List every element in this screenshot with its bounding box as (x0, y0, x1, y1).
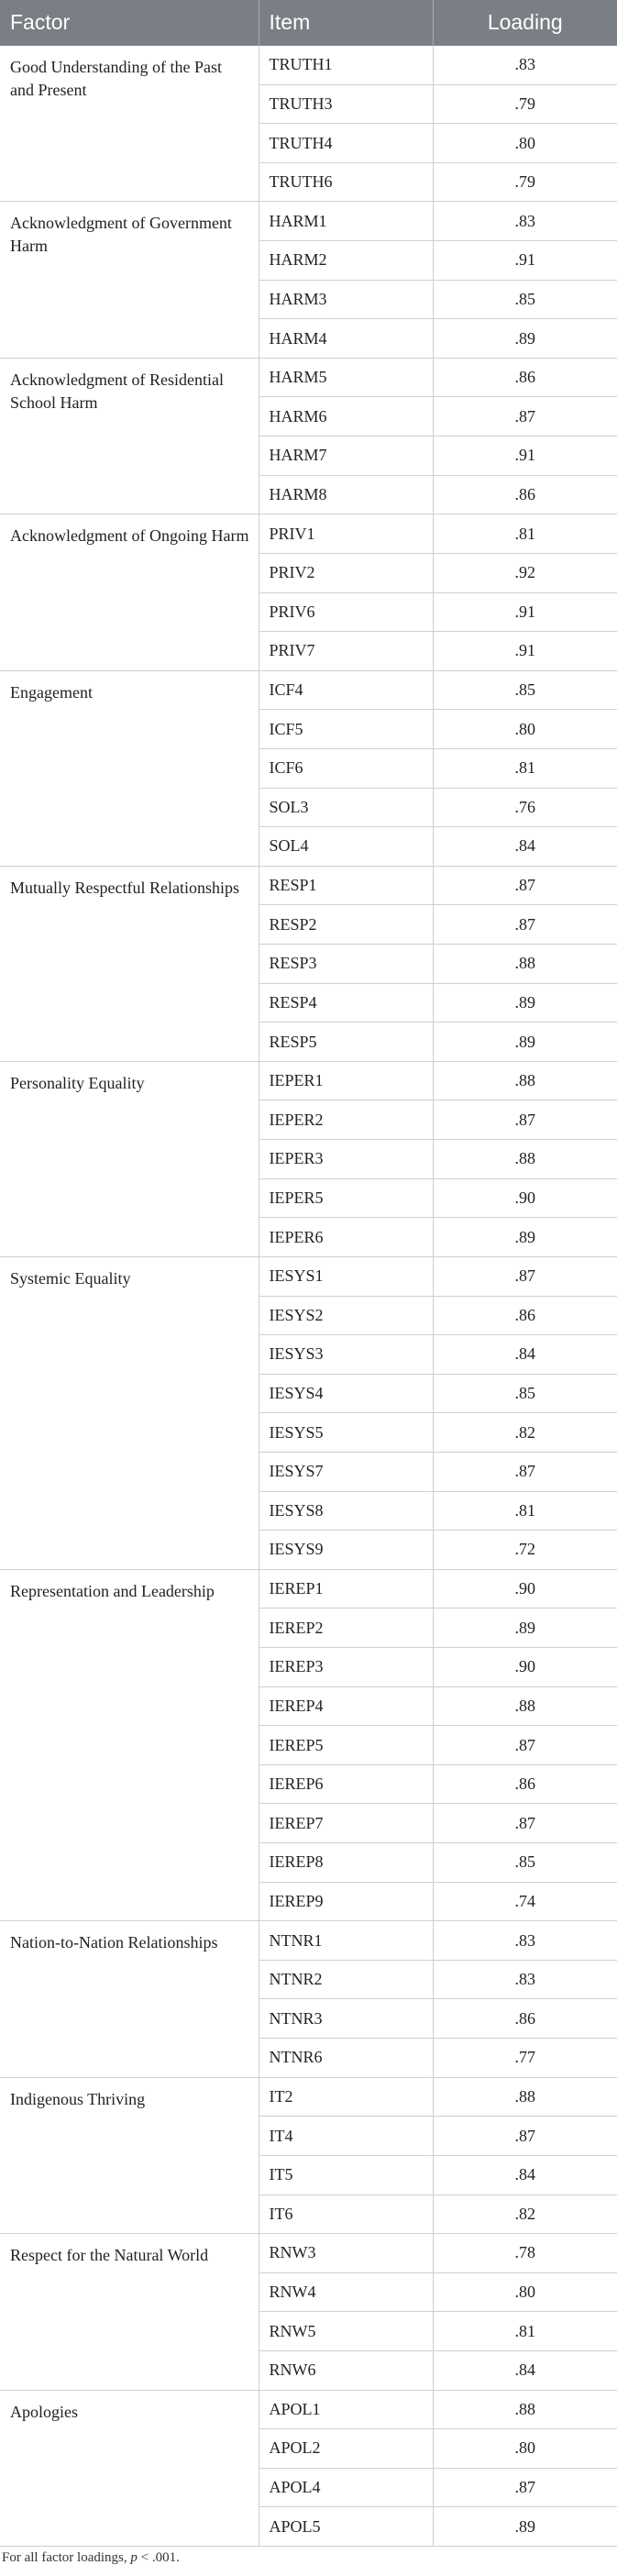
factor-cell: Personality Equality (0, 1061, 259, 1256)
loading-cell: .76 (433, 788, 617, 827)
loading-cell: .79 (433, 84, 617, 124)
loading-cell: .92 (433, 553, 617, 592)
factor-cell: Representation and Leadership (0, 1569, 259, 1920)
item-cell: IEREP6 (259, 1764, 433, 1804)
loading-cell: .87 (433, 1452, 617, 1491)
loading-cell: .88 (433, 2390, 617, 2429)
loading-cell: .87 (433, 1100, 617, 1140)
loading-cell: .87 (433, 866, 617, 905)
table-row (0, 1061, 617, 1100)
factor-cell: Engagement (0, 670, 259, 866)
header-item: Item (259, 0, 433, 46)
loading-cell: .83 (433, 1960, 617, 1999)
item-cell: RESP2 (259, 905, 433, 945)
factor-cell: Systemic Equality (0, 1256, 259, 1569)
footnote-p-symbol: p (130, 2550, 138, 2565)
loading-cell: .86 (433, 358, 617, 397)
item-cell: ICF5 (259, 710, 433, 749)
loading-cell: .87 (433, 1804, 617, 1843)
factor-cell: Respect for the Natural World (0, 2234, 259, 2390)
item-cell: IEPER5 (259, 1178, 433, 1218)
loading-cell: .81 (433, 2312, 617, 2351)
item-cell: IT2 (259, 2077, 433, 2117)
table-footnote (2, 2550, 180, 2566)
footnote-prefix: For all factor loadings, (2, 2550, 131, 2565)
loading-cell: .89 (433, 1023, 617, 1062)
item-cell: APOL2 (259, 2429, 433, 2469)
loading-cell: .79 (433, 162, 617, 202)
item-cell: HARM1 (259, 202, 433, 241)
table-row (0, 46, 617, 85)
item-cell: PRIV7 (259, 632, 433, 671)
item-cell: IEREP9 (259, 1882, 433, 1921)
table-row (0, 2390, 617, 2429)
table-row (0, 1921, 617, 1961)
loading-cell: .89 (433, 1609, 617, 1648)
table-row (0, 1569, 617, 1609)
loading-cell: .87 (433, 397, 617, 437)
item-cell: IESYS4 (259, 1374, 433, 1413)
item-cell: RNW6 (259, 2350, 433, 2390)
table-row (0, 1256, 617, 1296)
item-cell: IEPER3 (259, 1140, 433, 1179)
item-cell: NTNR6 (259, 2039, 433, 2078)
table-row (0, 358, 617, 397)
item-cell: RNW5 (259, 2312, 433, 2351)
loading-cell: .80 (433, 2272, 617, 2312)
factor-cell: Indigenous Thriving (0, 2077, 259, 2233)
item-cell: IESYS8 (259, 1491, 433, 1531)
loading-cell: .91 (433, 632, 617, 671)
item-cell: IT6 (259, 2195, 433, 2234)
loading-cell: .83 (433, 46, 617, 85)
factor-cell: Acknowledgment of Ongoing Harm (0, 514, 259, 670)
item-cell: IEREP8 (259, 1843, 433, 1883)
item-cell: HARM2 (259, 241, 433, 281)
factor-cell: Acknowledgment of Residential School Harm (0, 358, 259, 514)
loading-cell: .89 (433, 2507, 617, 2547)
table-row (0, 2077, 617, 2117)
item-cell: HARM4 (259, 319, 433, 359)
loading-cell: .87 (433, 2468, 617, 2507)
item-cell: IEREP3 (259, 1647, 433, 1686)
loading-cell: .88 (433, 1686, 617, 1726)
item-cell: RESP4 (259, 983, 433, 1023)
loading-cell: .87 (433, 2117, 617, 2156)
loading-cell: .80 (433, 2429, 617, 2469)
loading-cell: .82 (433, 1413, 617, 1453)
loading-cell: .85 (433, 670, 617, 710)
item-cell: IESYS2 (259, 1296, 433, 1335)
factor-cell: Apologies (0, 2390, 259, 2546)
item-cell: SOL3 (259, 788, 433, 827)
loading-cell: .81 (433, 748, 617, 788)
item-cell: IEPER6 (259, 1218, 433, 1257)
item-cell: IESYS5 (259, 1413, 433, 1453)
item-cell: TRUTH4 (259, 124, 433, 163)
header-row (0, 0, 617, 46)
item-cell: IESYS3 (259, 1335, 433, 1375)
item-cell: IEREP2 (259, 1609, 433, 1648)
item-cell: RESP3 (259, 945, 433, 984)
item-cell: HARM3 (259, 280, 433, 319)
loading-cell: .80 (433, 710, 617, 749)
item-cell: TRUTH1 (259, 46, 433, 85)
item-cell: IT5 (259, 2155, 433, 2195)
table-row (0, 514, 617, 554)
item-cell: APOL1 (259, 2390, 433, 2429)
item-cell: NTNR1 (259, 1921, 433, 1961)
loading-cell: .86 (433, 1999, 617, 2039)
loading-cell: .89 (433, 983, 617, 1023)
loading-cell: .84 (433, 2155, 617, 2195)
loading-cell: .87 (433, 1726, 617, 1765)
item-cell: APOL4 (259, 2468, 433, 2507)
loading-cell: .84 (433, 2350, 617, 2390)
item-cell: RNW4 (259, 2272, 433, 2312)
item-cell: IESYS7 (259, 1452, 433, 1491)
item-cell: APOL5 (259, 2507, 433, 2547)
item-cell: PRIV2 (259, 553, 433, 592)
item-cell: IT4 (259, 2117, 433, 2156)
loading-cell: .87 (433, 1256, 617, 1296)
loading-cell: .86 (433, 1764, 617, 1804)
loading-cell: .83 (433, 202, 617, 241)
item-cell: HARM5 (259, 358, 433, 397)
item-cell: IEREP5 (259, 1726, 433, 1765)
loading-cell: .89 (433, 319, 617, 359)
loading-cell: .81 (433, 1491, 617, 1531)
table-row (0, 202, 617, 241)
loading-cell: .72 (433, 1531, 617, 1570)
item-cell: ICF4 (259, 670, 433, 710)
item-cell: NTNR3 (259, 1999, 433, 2039)
loading-cell: .74 (433, 1882, 617, 1921)
item-cell: HARM8 (259, 475, 433, 514)
loading-cell: .90 (433, 1178, 617, 1218)
loading-cell: .81 (433, 514, 617, 554)
loading-cell: .90 (433, 1647, 617, 1686)
loading-cell: .83 (433, 1921, 617, 1961)
loading-cell: .91 (433, 437, 617, 476)
factor-cell: Mutually Respectful Relationships (0, 866, 259, 1061)
loading-cell: .85 (433, 1843, 617, 1883)
item-cell: IEREP4 (259, 1686, 433, 1726)
header-factor: Factor (0, 0, 259, 46)
table-header (0, 0, 617, 46)
factor-cell: Nation-to-Nation Relationships (0, 1921, 259, 2077)
loading-cell: .80 (433, 124, 617, 163)
item-cell: HARM7 (259, 437, 433, 476)
loading-cell: .84 (433, 827, 617, 867)
loading-cell: .84 (433, 1335, 617, 1375)
loading-cell: .88 (433, 945, 617, 984)
item-cell: TRUTH3 (259, 84, 433, 124)
item-cell: PRIV1 (259, 514, 433, 554)
item-cell: RESP1 (259, 866, 433, 905)
item-cell: IESYS9 (259, 1531, 433, 1570)
loading-cell: .86 (433, 1296, 617, 1335)
factor-cell: Acknowledgment of Government Harm (0, 202, 259, 358)
loading-cell: .90 (433, 1569, 617, 1609)
item-cell: IEPER1 (259, 1061, 433, 1100)
item-cell: HARM6 (259, 397, 433, 437)
loading-cell: .85 (433, 1374, 617, 1413)
table-body (0, 46, 617, 2547)
factor-cell: Good Understanding of the Past and Present (0, 46, 259, 202)
item-cell: IEREP1 (259, 1569, 433, 1609)
item-cell: RNW3 (259, 2234, 433, 2273)
item-cell: PRIV6 (259, 592, 433, 632)
item-cell: TRUTH6 (259, 162, 433, 202)
loading-cell: .77 (433, 2039, 617, 2078)
item-cell: NTNR2 (259, 1960, 433, 1999)
footnote-suffix: < .001. (137, 2550, 180, 2565)
loading-cell: .88 (433, 2077, 617, 2117)
header-loading: Loading (433, 0, 617, 46)
table-row (0, 2234, 617, 2273)
loading-cell: .86 (433, 475, 617, 514)
loading-cell: .85 (433, 280, 617, 319)
loading-cell: .88 (433, 1140, 617, 1179)
item-cell: IEPER2 (259, 1100, 433, 1140)
item-cell: SOL4 (259, 827, 433, 867)
table-row (0, 670, 617, 710)
item-cell: IESYS1 (259, 1256, 433, 1296)
item-cell: RESP5 (259, 1023, 433, 1062)
loading-cell: .91 (433, 592, 617, 632)
loading-cell: .89 (433, 1218, 617, 1257)
table-row (0, 866, 617, 905)
item-cell: ICF6 (259, 748, 433, 788)
loading-cell: .88 (433, 1061, 617, 1100)
item-cell: IEREP7 (259, 1804, 433, 1843)
loading-cell: .78 (433, 2234, 617, 2273)
loading-cell: .91 (433, 241, 617, 281)
loading-cell: .82 (433, 2195, 617, 2234)
loading-cell: .87 (433, 905, 617, 945)
